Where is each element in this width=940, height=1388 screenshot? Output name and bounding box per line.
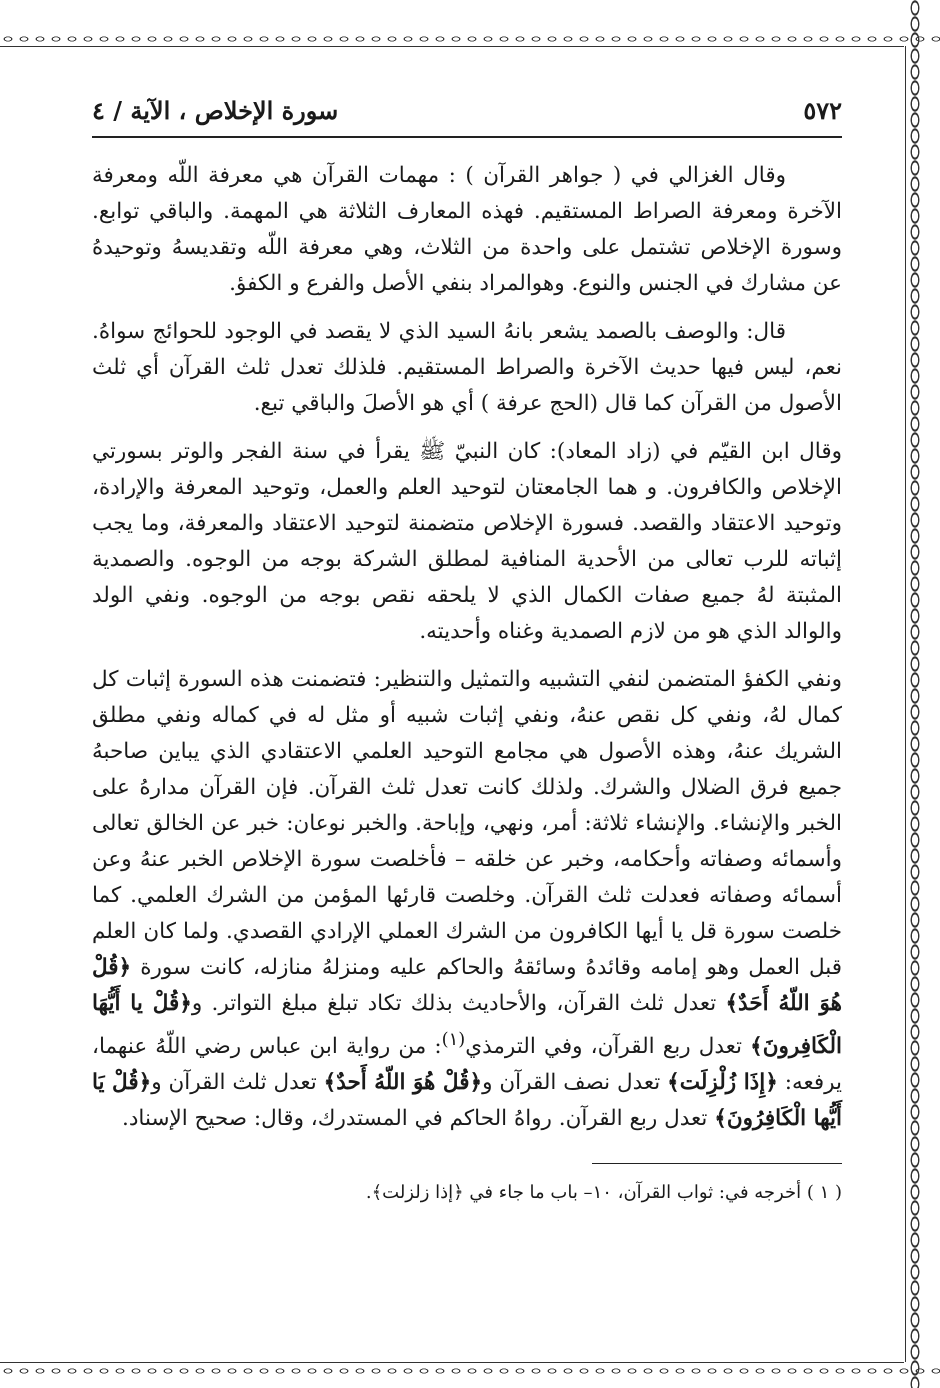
- paragraph-kufu: [92, 662, 842, 1137]
- kufu-text-7: تعدل ربع القرآن. رواهُ الحاكم في المستدرك، وقال: صحيح الإسناد.: [122, 1106, 708, 1132]
- kufu-text-3: تعدل ربع القرآن، وفي الترمذي: [465, 1034, 742, 1060]
- book-page: [92, 92, 842, 1352]
- footnote-marker: (١): [441, 1029, 466, 1050]
- kufu-text-6: تعدل ثلث القرآن و: [151, 1070, 317, 1096]
- paragraph-samad: قال: والوصف بالصمد يشعر بانهُ السيد الذي لا يقصد في الوجود للحوائج سواهُ. نعم، ليس فيها حديث الآخرة والصراط المستقيم. فلذلك تعدل ثلث القرآن أي ثلث الأصول من القرآن كما قال (الحج عرفة ) أي هو الأصلَ والباقي تبع.: [92, 319, 842, 416]
- paragraph-ghazali: وقال الغزالي في ( جواهر القرآن ) : مهمات القرآن هي معرفة اللّه ومعرفة الآخرة ومعرفة الصراط المستقيم. فهذه المعارف الثلاثة هي المهمة. والباقي توابع. وسورة الإخلاص تشتمل على واحدة من الثلاث، وهي معرفة اللّه وتقديسهُ وتوحيدهُ عن مشارك في الجنس والنوع. وهوالمراد بنفي الأصل والفرع و الكفؤ.: [92, 163, 842, 296]
- border-line-right: [905, 46, 906, 1362]
- quran-verse-zalzala: ﴿إِذَا زُلْزِلَت﴾: [667, 1070, 778, 1096]
- running-title: سورة الإخلاص ، الآية / ٤: [92, 96, 339, 125]
- kufu-text-2: تعدل ثلث القرآن، والأحاديث بذلك تكاد تبلغ مبلغ التواتر. و: [191, 991, 717, 1016]
- ornamental-border-top: [0, 32, 940, 46]
- page-body: [92, 158, 842, 1137]
- border-line-top: [0, 46, 904, 47]
- paragraph-ibn-qayyim-text: وقال ابن القيّم في (زاد المعاد): كان النبيّ ﷺ يقرأ في سنة الفجر والوتر بسورتي الإخلاص والكافرون. و هما الجامعتان لتوحيد العلم والعمل، وتوحيد المعرفة والإرادة، وتوحيد الاعتقاد والقصد. فسورة الإخلاص متضمنة لتوحيد الاعتقاد والمعرفة، وما يجب إثباته للرب تعالى من الأحدية المنافية لمطلق الشركة بوجه من الوجوه. والصمدية المثبتة لهُ جميع صفات الكمال الذي لا يلحقه نقص بوجه من الوجوه. ونفي الولد والوالد الذي هو من لازم الصمدية وغناه وأحديته.: [92, 439, 842, 644]
- kufu-text-5: تعدل نصف القرآن و: [482, 1070, 661, 1096]
- ornamental-border-right: [908, 0, 922, 1388]
- quran-verse-kafirun: ﴿قُلْ يا أَيُّهَا الْكَافِرونَ﴾: [92, 991, 842, 1060]
- quran-verse-kafirun-2: ﴿قُلْ يَا أَيُّها الْكَافِرُونَ﴾: [92, 1070, 842, 1132]
- page-header: [92, 92, 842, 138]
- paragraph-ibn-qayyim: [92, 434, 842, 650]
- quran-verse-ikhlas-2: ﴿قُلْ هُوَ اللّهُ أَحدٌ﴾: [323, 1070, 483, 1096]
- footnote-divider: [592, 1163, 842, 1164]
- quran-verse-ikhlas: ﴿قُلْ هُوَ اللّهُ أَحَدٌ﴾: [92, 955, 842, 1016]
- page-number: ٥٧٢: [803, 96, 842, 125]
- footnote: ( ١ ) أخرجه في: ثواب القرآن، ١٠– باب ما جاء في ﴿إذا زلزلت﴾.: [365, 1182, 842, 1204]
- kufu-text-4: : من رواية ابن عباس رضي اللّهُ عنهما، يرفعه:: [92, 1034, 842, 1096]
- ornamental-border-bottom: [0, 1364, 940, 1378]
- border-line-bottom: [0, 1362, 904, 1363]
- kufu-text-1: ونفي الكفؤ المتضمن لنفي التشبيه والتمثيل والتنظير: فتضمنت هذه السورة إثبات كل كمال لهُ، ونفي كل نقص عنهُ، ونفي إثبات شبيه أو مثل له في كماله ونفي مطلق الشريك عنهُ، وهذه الأصول هي مجامع التوحيد العلمي الاعتقادي الذي يباين صاحبهُ جميع فرق الضلال والشرك. ولذلك كانت تعدل ثلث القرآن. فإن القرآن مدارهُ على الخبر والإنشاء. والإنشاء ثلاثة: أمر، ونهي، وإباحة. والخبر نوعان: خبر عن الخالق تعالى وأسمائه وصفاته وأحكامه، وخبر عن خلقه – فأخلصت سورة الإخلاص الخبر عنهُ وعن أسمائه وصفاته فعدلت ثلث القرآن. وخلصت قارئها المؤمن من الشرك العلمي. كما خلصت سورة قل يا أيها الكافرون من الشرك العملي الإرادي القصدي. ولما كان العلم قبل العمل وهو إمامه وقائدهُ وسائقهُ والحاكم عليه ومنزلهُ منازله، كانت سورة: [92, 667, 842, 980]
